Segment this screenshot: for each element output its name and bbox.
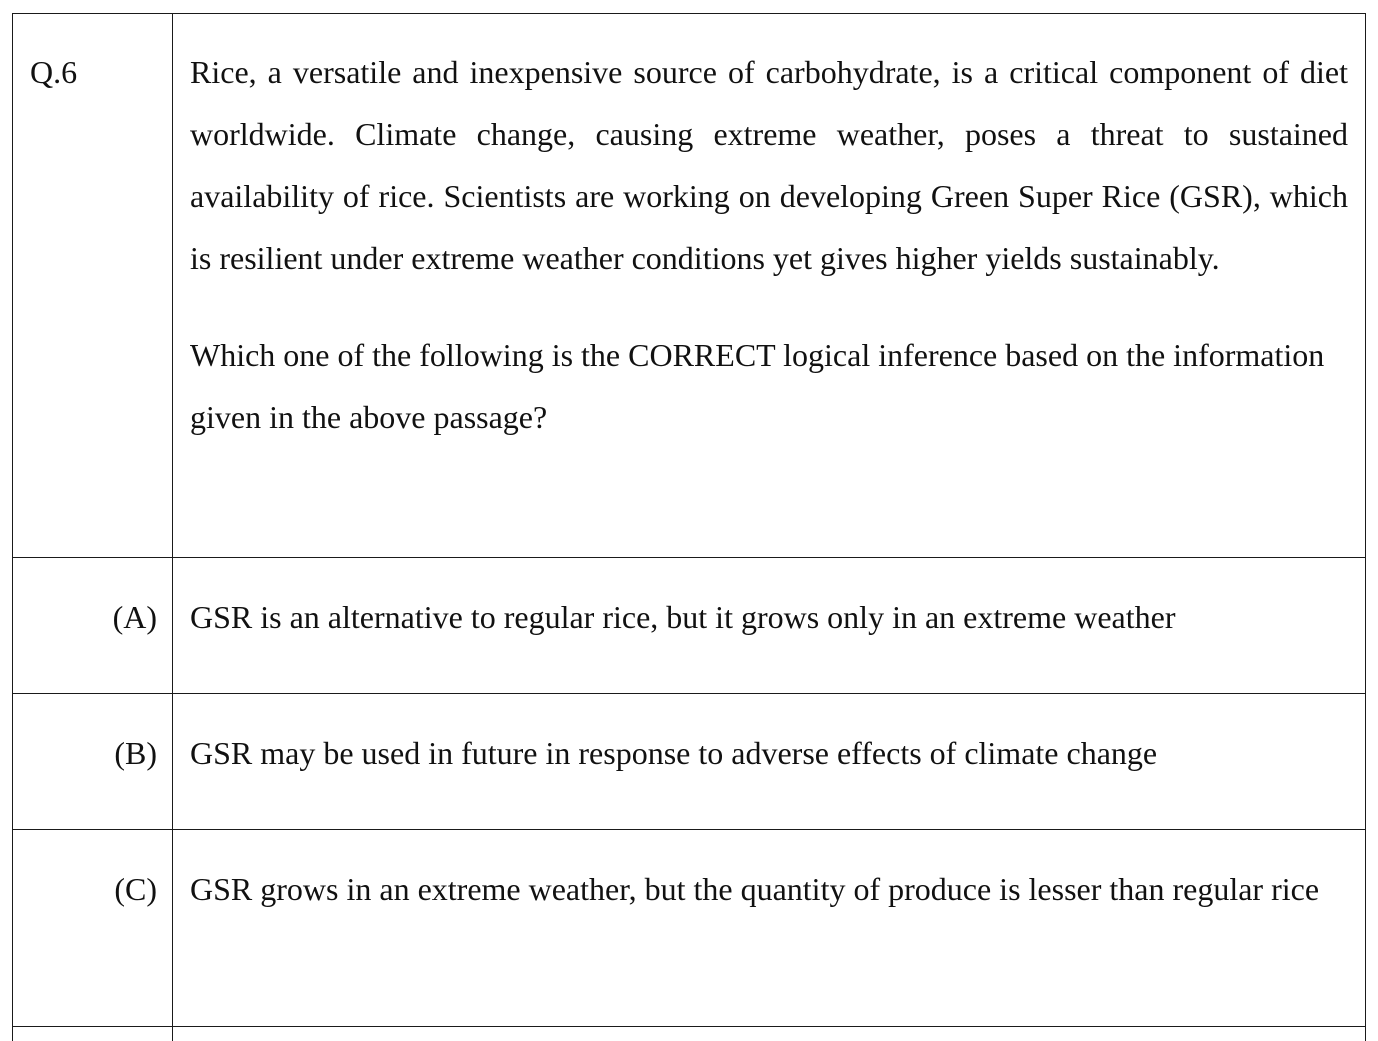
option-label-cell xyxy=(13,558,173,694)
option-text-cell xyxy=(173,558,1366,694)
continuation-cell xyxy=(13,1027,173,1041)
question-number: Q.6 xyxy=(13,14,172,103)
option-label-cell xyxy=(13,830,173,1027)
option-label-b: (B) xyxy=(13,694,172,784)
option-row-b xyxy=(13,694,1366,830)
option-text-cell xyxy=(173,694,1366,830)
option-label-cell xyxy=(13,694,173,830)
option-text-cell xyxy=(173,830,1366,1027)
question-number-cell xyxy=(13,14,173,558)
question-row xyxy=(13,14,1366,558)
question-prompt: Which one of the following is the CORRECT logical inference based on the information given in the above passage? xyxy=(190,324,1348,448)
option-label-c: (C) xyxy=(13,830,172,920)
table-continuation-row xyxy=(13,1027,1366,1041)
question-body-cell xyxy=(173,14,1366,558)
option-text-a: GSR is an alternative to regular rice, but it grows only in an extreme weather xyxy=(173,558,1365,648)
option-text-c: GSR grows in an extreme weather, but the quantity of produce is lesser than regular rice xyxy=(173,830,1365,920)
question-passage: Rice, a versatile and inexpensive source of carbohydrate, is a critical component of diet worldwide. Climate change, causing extreme weather, poses a threat to sustained availability of rice. Scientists are working on developing Green Super Rice (GSR), which is resilient under extreme weather conditions yet gives higher yields sustainably. xyxy=(190,41,1348,289)
option-row-a xyxy=(13,558,1366,694)
continuation-cell xyxy=(173,1027,1366,1041)
option-row-c xyxy=(13,830,1366,1027)
option-label-a: (A) xyxy=(13,558,172,648)
question-table xyxy=(12,13,1366,1041)
option-text-b: GSR may be used in future in response to adverse effects of climate change xyxy=(173,694,1365,784)
